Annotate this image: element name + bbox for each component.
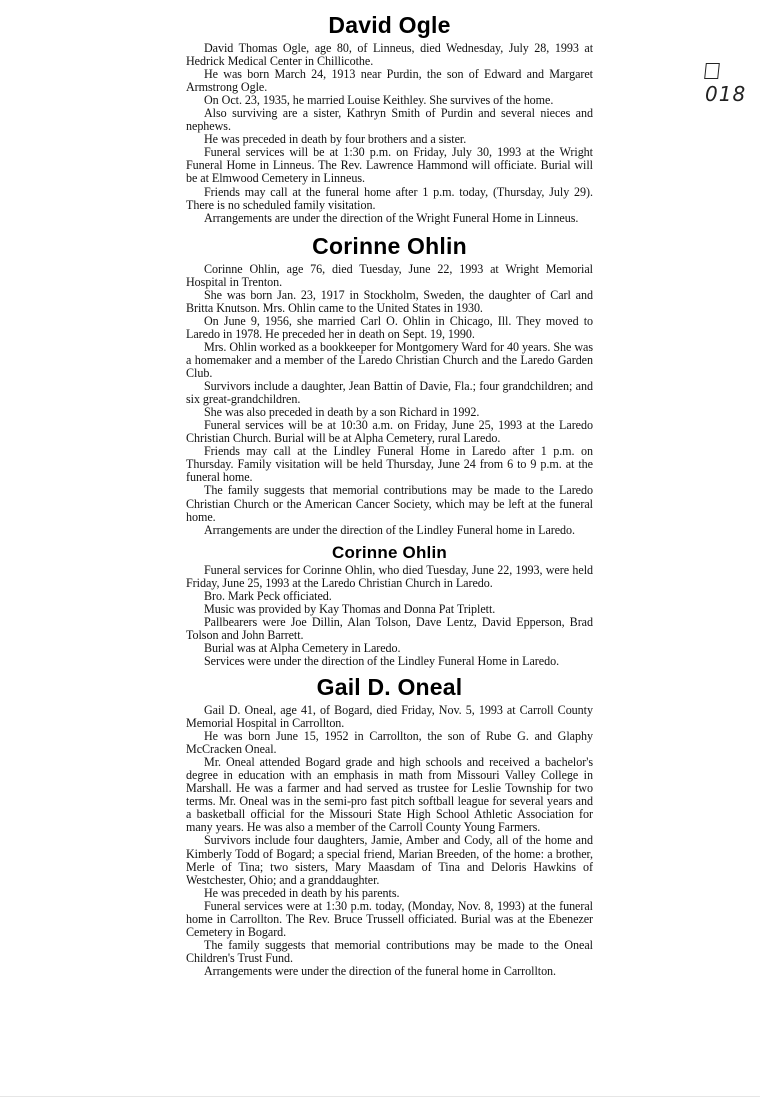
- paragraph: Funeral services were at 1:30 p.m. today, (Monday, Nov. 8, 1993) at the funeral home in Carrollton. The Rev. Bruce Trussell officiated. Burial was at the Ebenezer Cemetery in Bogard.: [186, 898, 593, 939]
- paragraph: David Thomas Ogle, age 80, of Linneus, died Wednesday, July 28, 1993 at Hedrick Medical Center in Chillicothe.: [186, 41, 593, 69]
- paragraph: Services were under the direction of the Lindley Funeral Home in Laredo.: [204, 653, 560, 668]
- paragraph: On June 9, 1956, she married Carl O. Ohlin in Chicago, Ill. They moved to Laredo in 1978. He preceded her in death on Sept. 19, 1990.: [186, 313, 593, 341]
- paragraph: The family suggests that memorial contributions may be made to the Laredo Christian Church or the American Cancer Society, which may be left at the funeral home.: [186, 483, 593, 524]
- margin-note-text: 018: [705, 82, 747, 106]
- paragraph: Friends may call at the funeral home after 1 p.m. today, (Thursday, July 29). There is no scheduled family visitation.: [186, 184, 593, 212]
- paragraph: On Oct. 23, 1935, he married Louise Keithley. She survives of the home.: [204, 93, 554, 108]
- checkbox-sketch-icon: [704, 63, 720, 79]
- paragraph: Mr. Oneal attended Bogard grade and high schools and received a bachelor's degree in education with an emphasis in math from Missouri Valley College in Marshall. He was a farmer and had served as trustee for Leslie Township for two terms. Mr. Oneal was in the semi-pro fast pitch softball league for several years and a basketball official for the Missouri State High School Athletic Association for many years. He was also a member of the Carroll County Young Farmers.: [186, 755, 593, 835]
- obituary-david-ogle: [186, 12, 593, 225]
- obituary-heading: Corinne Ohlin: [312, 232, 467, 259]
- obituary-heading: David Ogle: [328, 12, 451, 38]
- paragraph: Arrangements were under the direction of the funeral home in Carrollton.: [204, 963, 557, 978]
- paragraph: Pallbearers were Joe Dillin, Alan Tolson, Dave Lentz, David Epperson, Brad Tolson and John Barrett.: [186, 614, 593, 642]
- funeral-notice-corinne-ohlin: [186, 542, 593, 668]
- paragraph: She was born Jan. 23, 1917 in Stockholm, Sweden, the daughter of Carl and Britta Knutson. Mrs. Ohlin came to the United States in 1930.: [186, 287, 593, 315]
- paragraph: Also surviving are a sister, Kathryn Smith of Purdin and several nieces and nephews.: [186, 106, 593, 134]
- paragraph: He was preceded in death by his parents.: [204, 885, 400, 900]
- paragraph: Funeral services will be at 1:30 p.m. on Friday, July 30, 1993 at the Wright Funeral Home in Linneus. The Rev. Lawrence Hammond will officiate. Burial will be at Elmwood Cemetery in Linneus.: [186, 145, 593, 186]
- paragraph: Funeral services for Corinne Ohlin, who died Tuesday, June 22, 1993, were held Friday, June 25, 1993 at the Laredo Christian Church in Laredo.: [186, 562, 593, 590]
- paragraph: Bro. Mark Peck officiated.: [204, 588, 332, 603]
- paragraph: Gail D. Oneal, age 41, of Bogard, died Friday, Nov. 5, 1993 at Carroll County Memorial Hospital in Carrollton.: [186, 703, 593, 731]
- paragraph: Arrangements are under the direction of the Lindley Funeral home in Laredo.: [204, 522, 576, 537]
- paragraph: Survivors include a daughter, Jean Battin of Davie, Fla.; four grandchildren; and six great-grandchildren.: [186, 379, 593, 407]
- paragraph: Burial was at Alpha Cemetery in Laredo.: [204, 640, 401, 655]
- paragraph: He was born March 24, 1913 near Purdin, the son of Edward and Margaret Armstrong Ogle.: [186, 67, 593, 95]
- obituary-column: [186, 12, 593, 978]
- obituary-heading: Gail D. Oneal: [316, 674, 463, 701]
- paragraph: Corinne Ohlin, age 76, died Tuesday, June 22, 1993 at Wright Memorial Hospital in Trenton.: [186, 261, 593, 289]
- paragraph: Music was provided by Kay Thomas and Donna Pat Triplett.: [204, 601, 496, 616]
- paragraph: Funeral services will be at 10:30 a.m. on Friday, June 25, 1993 at the Laredo Christian Church. Burial will be at Alpha Cemetery, rural Laredo.: [186, 418, 593, 446]
- notice-heading: Corinne Ohlin: [332, 542, 447, 562]
- paragraph: She was also preceded in death by a son Richard in 1992.: [204, 405, 480, 420]
- section-spacer: [186, 225, 593, 233]
- paragraph: Arrangements are under the direction of the Wright Funeral Home in Linneus.: [204, 210, 579, 225]
- scan-edge-line: [0, 1096, 760, 1097]
- paragraph: He was preceded in death by four brothers and a sister.: [204, 132, 467, 147]
- obituary-corinne-ohlin: [186, 233, 593, 537]
- handwritten-margin-note: [705, 58, 760, 106]
- obituary-gail-d-oneal: [186, 674, 593, 978]
- paragraph: Friends may call at the Lindley Funeral Home in Laredo after 1 p.m. on Thursday. Family visitation will be held Thursday, June 24 from 6 to 9 p.m. at the funeral home.: [186, 444, 593, 485]
- paragraph: The family suggests that memorial contributions may be made to the Oneal Children's Trust Fund.: [186, 937, 593, 965]
- paragraph: He was born June 15, 1952 in Carrollton, the son of Rube G. and Glaphy McCracken Oneal.: [186, 729, 593, 757]
- paragraph: Mrs. Ohlin worked as a bookkeeper for Montgomery Ward for 40 years. She was a homemaker and a member of the Laredo Christian Church and the Laredo Garden Club.: [186, 339, 593, 381]
- paragraph: Survivors include four daughters, Jamie, Amber and Cody, all of the home and Kimberly Todd of Bogard; a special friend, Marian Breeden, of the home: a brother, Merle of Tina; two sisters, Mary Maasdam of Tina and Deloris Hawkins of Westchester, Ohio; and a granddaughter.: [186, 833, 593, 887]
